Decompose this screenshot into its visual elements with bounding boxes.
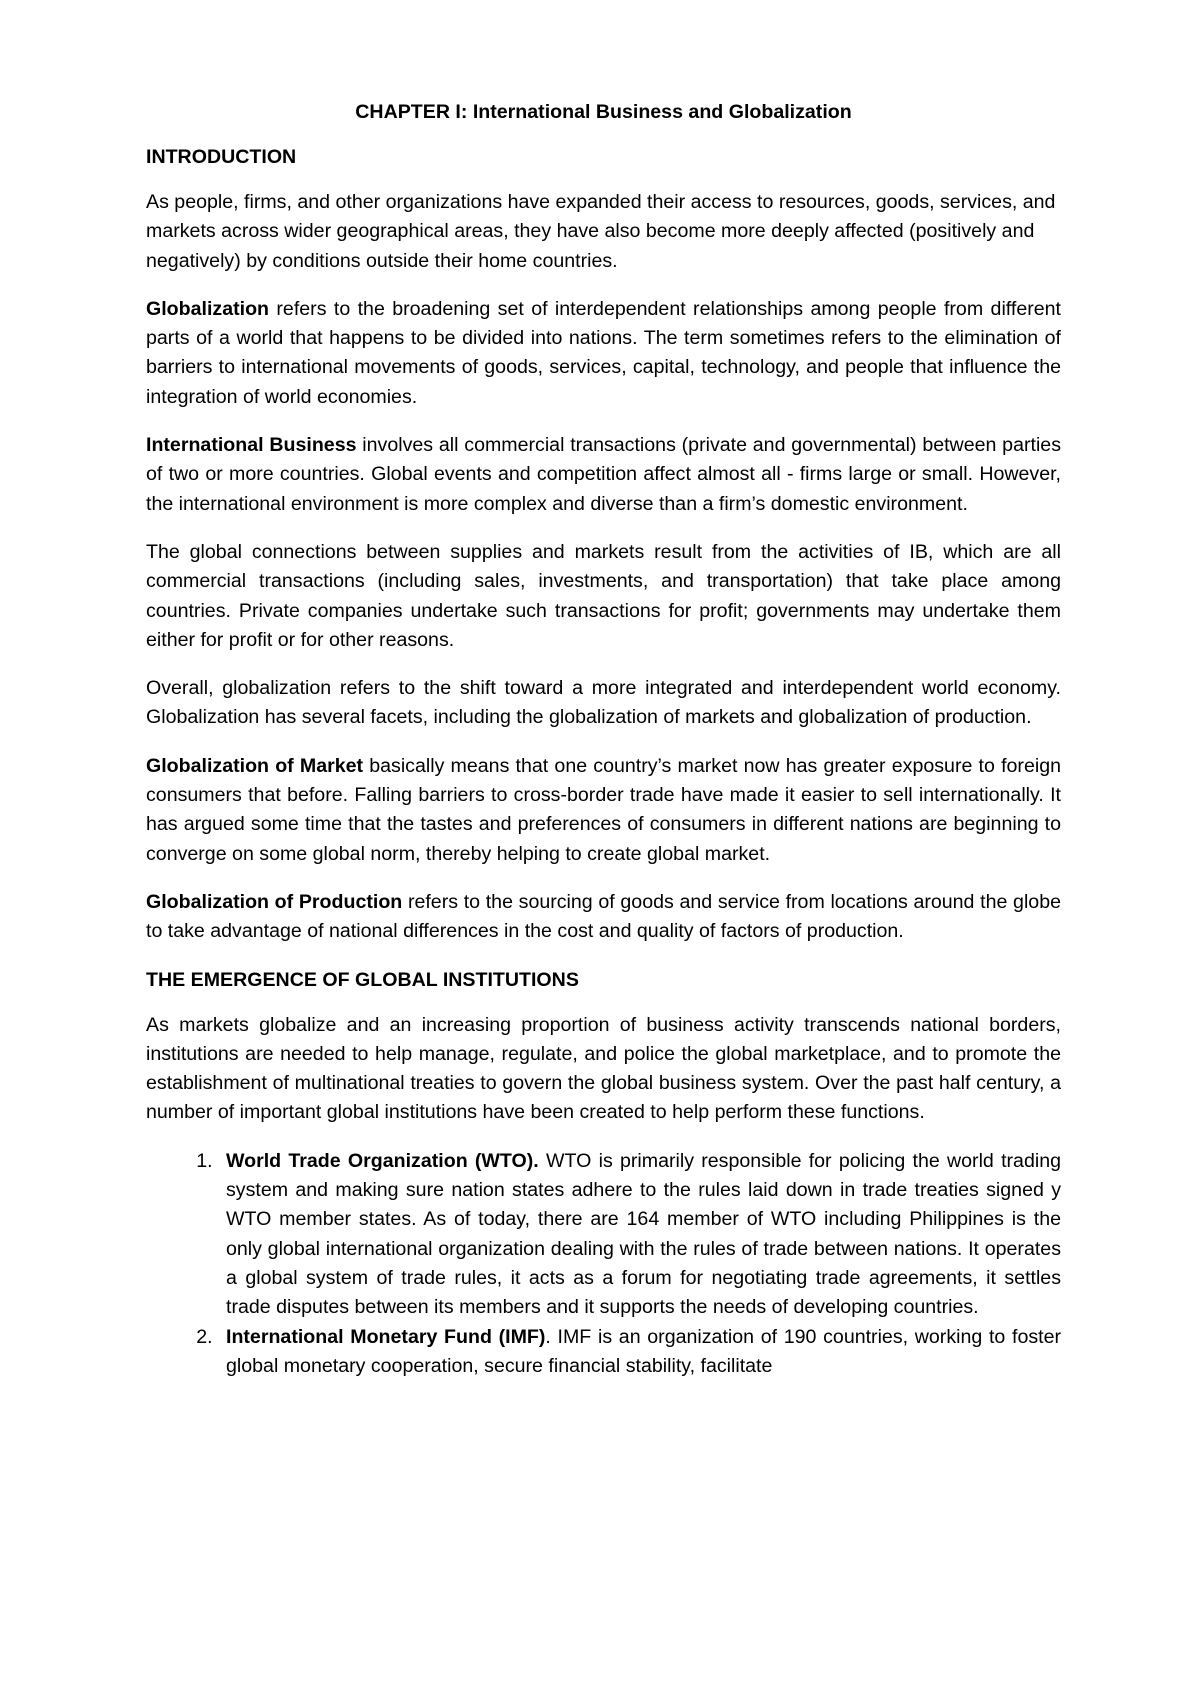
list-item bbox=[218, 1147, 1061, 1323]
globalization-definition: refers to the broadening set of interdependent relationships among people from different parts of a world that happens to be divided into nations. The term sometimes refers to the elimination of barriers to international movements of goods, services, capital, technology, and people that influence the integration of world economies. bbox=[146, 297, 1061, 408]
list-item bbox=[218, 1323, 1061, 1382]
global-connections-paragraph: The global connections between supplies and markets result from the activities of IB, which are all commercial transactions (including sales, investments, and transportation) that take place among countries. Private companies undertake such transactions for profit; governments may undertake them either for profit or for other reasons. bbox=[146, 540, 1061, 651]
globalization-of-market-paragraph bbox=[146, 752, 1061, 869]
globalization-term: Globalization bbox=[146, 297, 270, 320]
wto-description: WTO is primarily responsible for policing the world trading system and making sure nation states adhere to the rules laid down in trade treaties signed y WTO member states. As of today, there are 164 member of WTO including Philippines is the only global international organization dealing with the rules of trade between nations. It operates a global system of trade rules, it acts as a forum for negotiating trade agreements, it settles trade disputes between its members and it supports the needs of developing countries. bbox=[226, 1149, 1061, 1319]
international-business-paragraph bbox=[146, 431, 1061, 519]
global-institutions-intro: As markets globalize and an increasing proportion of business activity transcends national borders, institutions are needed to help manage, regulate, and police the global marketplace, and to promote the establishment of multinational treaties to govern the global business system. Over the past half century, a number of important global institutions have been created to help perform these functions. bbox=[146, 1013, 1061, 1124]
globalization-paragraph bbox=[146, 295, 1061, 412]
globalization-of-market-term: Globalization of Market bbox=[146, 754, 364, 777]
wto-term: World Trade Organization (WTO). bbox=[226, 1149, 539, 1172]
international-business-definition: involves all commercial transactions (private and governmental) between parties of two or more countries. Global events and competition affect almost all - firms large or small. However, the international environment is more complex and diverse than a firm’s domestic environment. bbox=[146, 434, 1061, 515]
intro-paragraph: As people, firms, and other organizations have expanded their access to resources, goods, services, and markets across wider geographical areas, they have also become more deeply affected (positively and negatively) by conditions outside their home countries. bbox=[146, 191, 1056, 272]
globalization-of-production-paragraph bbox=[146, 888, 1061, 947]
chapter-title: CHAPTER I: International Business and Globalization bbox=[355, 101, 852, 123]
international-business-term: International Business bbox=[146, 434, 357, 457]
globalization-of-market-definition: basically means that one country’s market now has greater exposure to foreign consumers that before. Falling barriers to cross-border trade have made it easier to sell internationally. It has argued some time that the tastes and preferences of consumers in different nations are beginning to converge on some global norm, thereby helping to create global market. bbox=[146, 754, 1061, 865]
globalization-of-production-definition: refers to the sourcing of goods and service from locations around the globe to take advantage of national differences in the cost and quality of factors of production. bbox=[146, 890, 1061, 943]
introduction-heading: INTRODUCTION bbox=[146, 146, 297, 168]
overall-paragraph: Overall, globalization refers to the shift toward a more integrated and interdependent world economy. Globalization has several facets, including the globalization of markets and globalization of production. bbox=[146, 677, 1061, 729]
imf-description: . IMF is an organization of 190 countries, working to foster global monetary cooperation, secure financial stability, facilitate bbox=[226, 1325, 1061, 1377]
global-institutions-heading: THE EMERGENCE OF GLOBAL INSTITUTIONS bbox=[146, 968, 579, 991]
imf-term: International Monetary Fund (IMF) bbox=[226, 1325, 546, 1348]
institutions-list bbox=[146, 1147, 1061, 1381]
globalization-of-production-term: Globalization of Production bbox=[146, 890, 403, 913]
